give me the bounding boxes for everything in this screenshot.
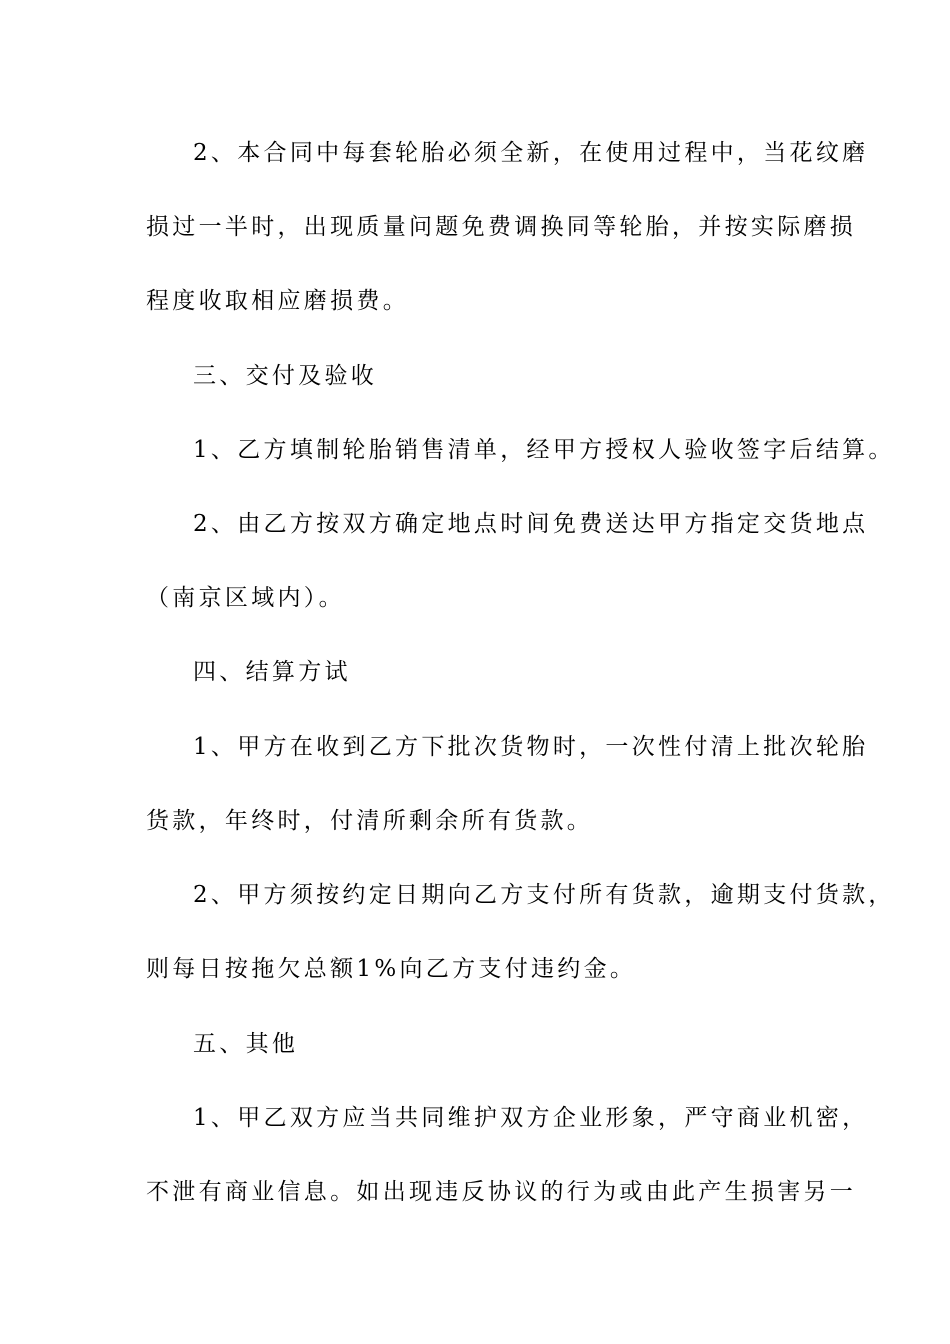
settlement-clause-1-line-1: 1、甲方在收到乙方下批次货物时，一次性付清上批次轮胎 xyxy=(193,734,869,760)
settlement-clause-2-line-1: 2、甲方须按约定日期向乙方支付所有货款，逾期支付货款， xyxy=(193,882,895,908)
other-clause-1-line-1: 1、甲乙双方应当共同维护双方企业形象，严守商业机密， xyxy=(193,1105,869,1131)
delivery-clause-2-line-1: 2、由乙方按双方确定地点时间免费送达甲方指定交货地点 xyxy=(193,511,869,537)
clause-2-line-1: 2、本合同中每套轮胎必须全新，在使用过程中，当花纹磨 xyxy=(193,140,869,166)
settlement-clause-2-line-2: 则每日按拖欠总额1%向乙方支付违约金。 xyxy=(146,956,637,982)
section-heading-delivery: 三、交付及验收 xyxy=(193,363,378,389)
other-clause-1-line-2: 不泄有商业信息。如出现违反协议的行为或由此产生损害另一 xyxy=(146,1179,857,1205)
section-heading-other: 五、其他 xyxy=(193,1031,299,1057)
delivery-clause-1: 1、乙方填制轮胎销售清单，经甲方授权人验收签字后结算。 xyxy=(193,437,895,463)
clause-2-line-2: 损过一半时，出现质量问题免费调换同等轮胎，并按实际磨损 xyxy=(146,214,857,240)
clause-2-line-3: 程度收取相应磨损费。 xyxy=(146,288,409,314)
delivery-clause-2-line-2: （南京区域内）。 xyxy=(146,585,345,611)
settlement-clause-1-line-2: 货款，年终时，付清所剩余所有货款。 xyxy=(146,808,594,834)
section-heading-settlement: 四、结算方试 xyxy=(193,659,351,685)
